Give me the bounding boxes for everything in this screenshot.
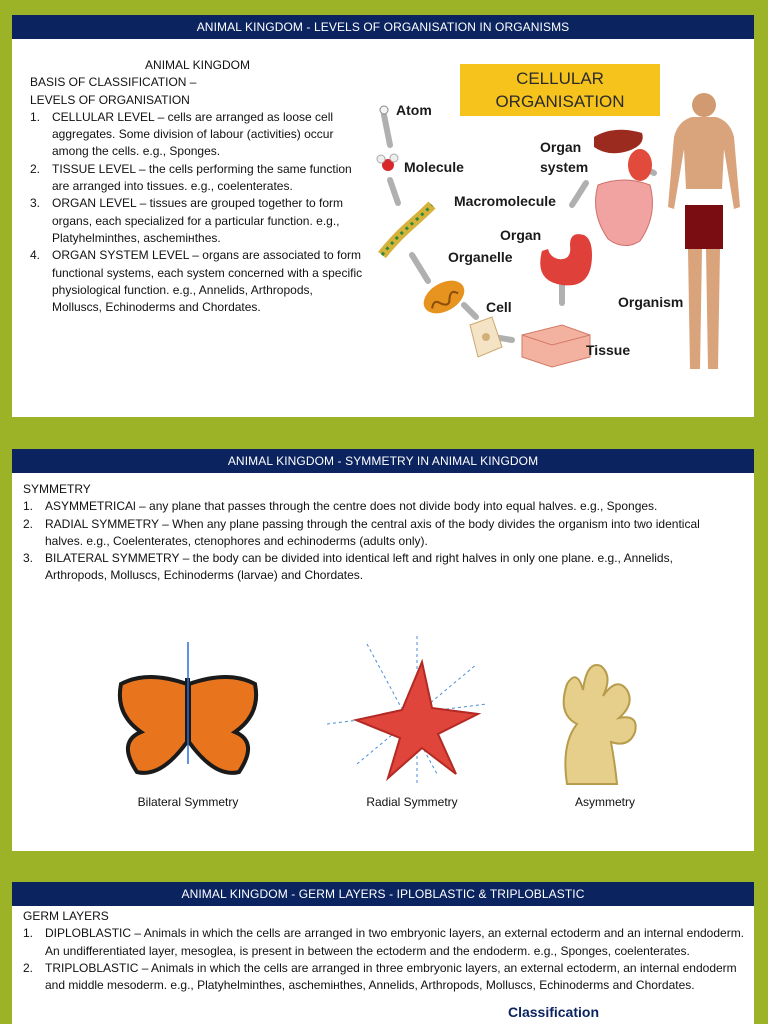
list-item: 2. RADIAL SYMMETRY – When any plane passing through the central axis of the body divides the organism into two identical halves. e.g., Coelenterates, ctenophores and echinoderms (adults only). <box>23 516 700 548</box>
symmetry-heading: SYMMETRY <box>23 482 91 496</box>
starfish-icon <box>327 636 487 784</box>
symmetry-figure <box>67 624 687 824</box>
label-molecule: Molecule <box>404 159 464 175</box>
caption-radial: Radial Symmetry <box>366 795 458 809</box>
slide-header: ANIMAL KINGDOM - GERM LAYERS - IPLOBLASTIC & TRIPLOBLASTIC <box>12 882 754 906</box>
tissue-icon <box>522 325 590 367</box>
list-item: 2. TRIPLOBLASTIC – Animals in which the cells are arranged in three embryonic layers, an external ectoderm, an internal endoderm and middle mesoderm. e.g., Platyhelminthes, aschemінthes, Annelids, Arthropods, Molluscs, Echinoderms and Chordates. <box>23 960 737 993</box>
slide-header: ANIMAL KINGDOM - SYMMETRY IN ANIMAL KINGDOM <box>12 449 754 473</box>
slide-levels-of-organisation <box>12 15 754 417</box>
atom-icon <box>380 106 388 114</box>
macromolecule-icon <box>382 205 432 255</box>
label-cell: Cell <box>486 299 512 315</box>
slide-text <box>23 908 745 994</box>
caption-asymmetry: Asymmetry <box>575 795 635 809</box>
label-organelle: Organelle <box>448 249 513 265</box>
list-item: 2. TISSUE LEVEL – the cells performing the same function are arranged into tissues. e.g., coelenterates. <box>30 161 352 194</box>
list-item: 1. DIPLOBLASTIC – Animals in which the cells are arranged in two embryonic layers, an external ectoderm and an internal endoderm. An undifferentiated layer, mesoglea, is present in between the ectoderm and the endoderm. e.g., Sponges, coelenterates. <box>23 926 745 958</box>
list-item: 3. BILATERAL SYMMETRY – the body can be divided into identical left and right halves in only one plane. e.g., Annelids, Arthropods, Molluscs, Echinoderms (larvae) and Chordates. <box>23 551 673 583</box>
caption-bilateral: Bilateral Symmetry <box>137 795 239 809</box>
organism-icon <box>668 93 740 369</box>
label-organ-system-2: system <box>540 159 589 175</box>
list-item: 4. ORGAN SYSTEM LEVEL – organs are associated to form functional systems, each system concerned with a specific physiological function. e.g., Annelids, Arthropods, Molluscs, Echinoderms and Chordates. <box>30 248 363 315</box>
cell-icon <box>470 317 502 357</box>
basis-heading: BASIS OF CLASSIFICATION – <box>30 75 197 90</box>
symmetry-list <box>23 498 723 584</box>
banner-line-1: CELLULAR <box>516 69 604 88</box>
slide-title: ANIMAL KINGDOM <box>145 58 250 72</box>
levels-list <box>30 109 365 317</box>
label-organism: Organism <box>618 294 684 310</box>
banner-line-2: ORGANISATION <box>495 92 625 111</box>
label-atom: Atom <box>396 102 432 118</box>
organ-icon <box>540 234 592 285</box>
list-item: 1. ASYMMETRICAl – any plane that passes through the centre does not divide body into equal halves. e.g., Sponges. <box>23 499 658 514</box>
label-organ-system-1: Organ <box>540 139 582 155</box>
list-item: 1. CELLULAR LEVEL – cells are arranged as loose cell aggregates. Some division of labour (activities) occur among the cells. e.g., Sponges. <box>30 109 334 159</box>
cellular-organisation-diagram <box>372 55 752 375</box>
germ-layers-heading: GERM LAYERS <box>23 909 109 923</box>
germ-layers-list <box>23 925 745 994</box>
classification-logo: Classification <box>507 1004 599 1020</box>
slide-germ-layers <box>12 882 754 1024</box>
slide-symmetry <box>12 449 754 851</box>
sponge-icon <box>564 665 636 784</box>
slide-text <box>23 481 723 585</box>
list-item: 3. ORGAN LEVEL – tissues are grouped together to form organs, each specialized for a particular function. e.g., Platyhelminthes, aschemінthes. <box>30 196 344 245</box>
slide-header: ANIMAL KINGDOM - LEVELS OF ORGANISATION IN ORGANISMS <box>12 15 754 39</box>
label-macromolecule: Macromolecule <box>454 193 556 209</box>
label-organ: Organ <box>500 227 542 243</box>
label-tissue: Tissue <box>586 342 631 358</box>
butterfly-icon <box>120 642 256 773</box>
slide-text <box>30 57 365 316</box>
levels-heading: LEVELS OF ORGANISATION <box>30 92 190 107</box>
molecule-icon <box>377 154 398 171</box>
organ-system-icon <box>594 130 652 246</box>
